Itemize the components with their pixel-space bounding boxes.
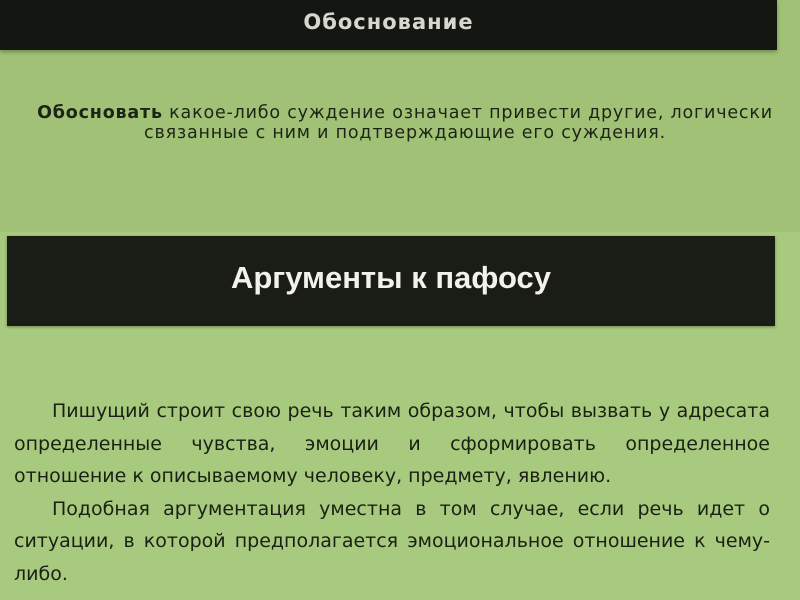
justification-title-bar — [0, 0, 777, 50]
justification-title: Обоснование — [303, 10, 474, 34]
pathos-title-bar — [7, 236, 775, 326]
pathos-title: Аргументы к пафосу — [230, 260, 552, 295]
definition-term: Обосновать — [37, 103, 163, 123]
pathos-paragraph-2: Подобная аргументация уместна в том случае, если речь идет о ситуации, в которой предполагается эмоциональное отношение к чему-либо. — [14, 497, 770, 585]
pathos-paragraph-1: Пишущий строит свою речь таким образом, чтобы вызвать у адресата определенные чувства, эмоции и сформировать определенное отношение к описываемому человеку, предмету, явлению. — [14, 400, 770, 488]
justification-slide — [0, 0, 800, 232]
pathos-body — [14, 395, 770, 591]
definition-text: какое-либо суждение означает привести другие, логически связанные с ним и подтверждающие его суждения. — [144, 103, 773, 143]
justification-definition — [20, 103, 790, 143]
